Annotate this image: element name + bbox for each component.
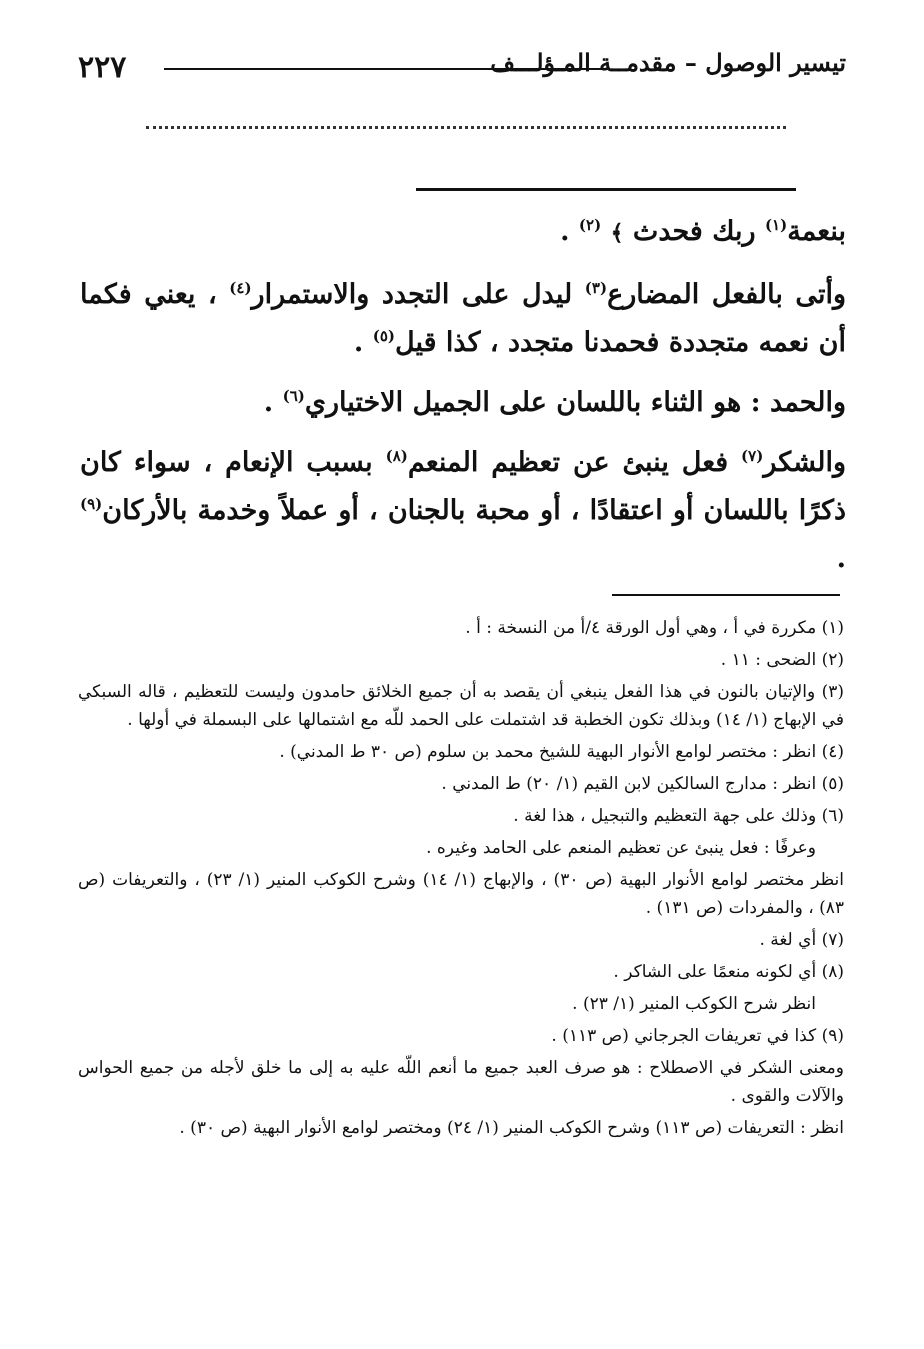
text-run: : هو الثناء باللسان على الجميل الاختياري: [304, 387, 771, 418]
text-run: وأتى بالفعل المضارع: [607, 279, 846, 310]
running-title: تيسير الوصول – مقدمــة المـؤلـــف: [490, 48, 846, 77]
text-run: .: [263, 387, 283, 418]
footnote-ref-3: (٣): [584, 279, 608, 297]
text-run: .: [560, 216, 579, 247]
footnote-ref-6: (٦): [282, 387, 305, 405]
footnote-ref-5: (٥): [372, 327, 396, 345]
text-run: ربك فحدث: [623, 216, 765, 247]
footnote-ref-7: (٧): [741, 447, 764, 465]
footnote-5: (٥) انظر : مدارج السالكين لابن القيم (١/ ٢٠) ط المدني .: [441, 774, 844, 794]
quran-bracket-icon: ﴾: [610, 220, 624, 246]
text-run: .: [353, 327, 373, 358]
footnote-9: (٩) كذا في تعريفات الجرجاني (ص ١١٣) .: [551, 1026, 844, 1046]
text-run: ، يعني فكما أن نعمه متجددة فحمدنا متجدد ، كذا قيل: [80, 279, 846, 358]
text-run: والشكر: [763, 447, 846, 478]
main-text: [80, 208, 846, 595]
text-run: .: [836, 543, 846, 574]
footnote-ref-9: (٩): [80, 495, 103, 513]
footnote-ref-4: (٤): [229, 279, 252, 297]
footnote-7: (٧) أي لغة .: [759, 930, 844, 950]
footnote-3: (٣) والإتيان بالنون في هذا الفعل ينبغي أن يقصد به أن جميع الخلائق حامدون وليست للتعظيم ، قاله السبكي في الإبهاج (١/ ١٤) وبذلك تكون الخطبة قد اشتملت على الحمد للّه مع اشتمالها على البسملة في أولها .: [78, 682, 844, 730]
text-run: ليدل على التجدد والاستمرار: [251, 279, 585, 310]
page-number: ٢٢٧: [78, 50, 127, 85]
paragraph-3: [80, 379, 846, 427]
footnote-8-refs: انظر شرح الكوكب المنير (١/ ٢٣) .: [572, 994, 816, 1014]
text-run: فعل ينبئ عن تعظيم المنعم: [407, 447, 742, 478]
verse-rule: [416, 188, 796, 191]
text-run: بسبب الإنعام ، سواء كان ذكرًا باللسان أو اعتقادًا ، أو محبة بالجنان ، أو عملاً وخدمة بالأركان: [80, 447, 846, 526]
footnote-rule: [612, 594, 840, 596]
footnote-1: (١) مكررة في أ ، وهي أول الورقة ٤/أ من النسخة : أ .: [465, 618, 844, 638]
paragraph-2: [80, 271, 846, 367]
footnote-6: (٦) وذلك على جهة التعظيم والتبجيل ، هذا لغة .: [513, 806, 844, 826]
footnote-ref-2: (٢): [578, 216, 602, 234]
term-hamd: والحمد: [770, 387, 846, 418]
footnote-9-refs: انظر : التعريفات (ص ١١٣) وشرح الكوكب المنير (١/ ٢٤) ومختصر لوامع الأنوار البهية (ص ٣٠) .: [179, 1118, 844, 1138]
footnote-ref-8: (٨): [385, 447, 408, 465]
paragraph-1: [80, 208, 846, 257]
footnote-ref-1: (١): [764, 216, 788, 234]
footnote-8: (٨) أي لكونه منعمًا على الشاكر .: [613, 962, 844, 982]
text-run: بنعمة: [787, 216, 846, 247]
dotted-separator: [146, 126, 786, 129]
footnote-6-refs: انظر مختصر لوامع الأنوار البهية (ص ٣٠) ، والإبهاج (١/ ١٤) وشرح الكوكب المنير (١/ ٢٣) ، والتعريفات (ص ٨٣) ، والمفردات (ص ١٣١) .: [78, 870, 844, 918]
footnote-2: (٢) الضحى : ١١ .: [720, 650, 844, 670]
footnotes: [78, 614, 844, 1146]
footnote-6-cont: وعرفًا : فعل ينبئ عن تعظيم المنعم على الحامد وغيره .: [426, 838, 816, 858]
footnote-4: (٤) انظر : مختصر لوامع الأنوار البهية للشيخ محمد بن سلوم (ص ٣٠ ط المدني) .: [279, 742, 844, 762]
paragraph-4: [80, 439, 846, 583]
page-header: [78, 46, 846, 86]
footnote-9-cont: ومعنى الشكر في الاصطلاح : هو صرف العبد جميع ما أنعم اللّه عليه به إلى ما خلق لأجله من جميع الحواس والآلات والقوى .: [78, 1058, 844, 1106]
